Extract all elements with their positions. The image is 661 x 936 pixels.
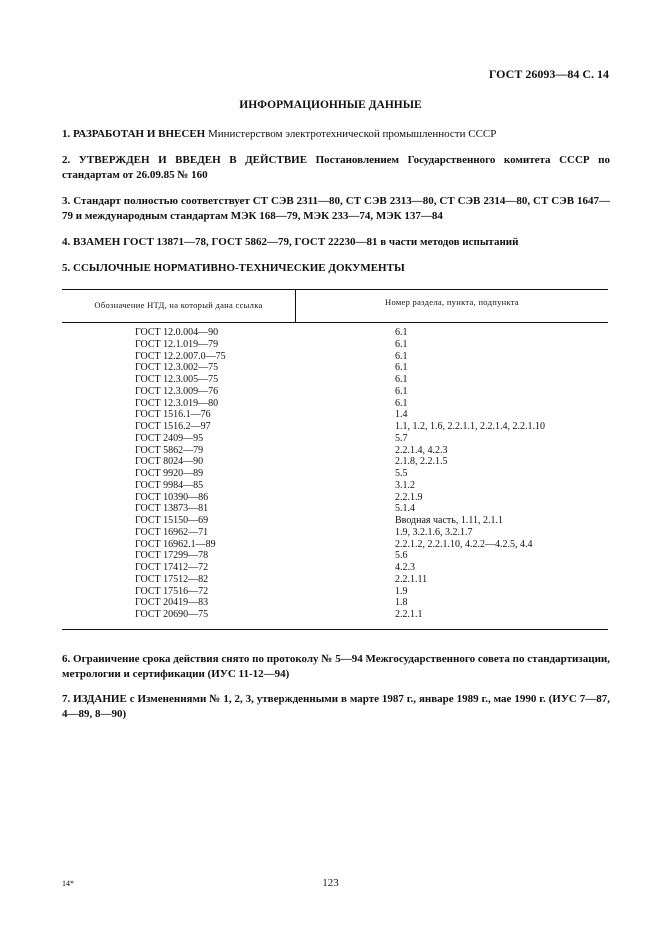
table-cell-reference: 4.2.3 [395, 562, 415, 573]
table-row [62, 527, 608, 539]
table-cell-document: ГОСТ 16962.1—89 [135, 538, 216, 550]
table-cell-reference: 6.1 [395, 397, 408, 409]
item-2 [62, 153, 610, 183]
table-row [62, 539, 608, 551]
table-header [62, 289, 608, 323]
table-cell-reference: 1.8 [395, 597, 408, 609]
table-cell-document: ГОСТ 12.3.019—80 [135, 397, 219, 409]
table-cell-document: ГОСТ 12.2.007.0—75 [135, 350, 226, 362]
page-header-code: ГОСТ 26093—84 С. 14 [488, 67, 609, 81]
table-cell-reference: 1.9, 3.2.1.6, 3.2.1.7 [395, 526, 473, 538]
table-cell-document: ГОСТ 12.1.019—79 [135, 338, 219, 350]
item-7 [62, 692, 610, 722]
table-cell-reference: 5.1.4 [395, 503, 415, 515]
table-cell-reference: 6.1 [395, 338, 408, 350]
table-cell-reference: 6.1 [395, 327, 408, 338]
item-7-lead: 7. ИЗДАНИЕ [62, 693, 127, 705]
table-cell-document: ГОСТ 2409—95 [135, 432, 204, 444]
item-5-text: 5. ССЫЛОЧНЫЕ НОРМАТИВНО-ТЕХНИЧЕСКИЕ ДОКУМЕНТЫ [62, 262, 405, 274]
table-row [62, 386, 608, 398]
table-cell-document: ГОСТ 1516.1—76 [135, 409, 211, 421]
table-cell-reference: 6.1 [395, 374, 408, 385]
page-title: ИНФОРМАЦИОННЫЕ ДАННЫЕ [239, 99, 422, 111]
table-row [62, 503, 608, 515]
footer-mark: 14* [62, 879, 74, 888]
table-bottom-rule [62, 629, 608, 630]
table-row [62, 550, 608, 562]
table-row [62, 597, 608, 609]
table-header-col1: Обозначение НТД, на который дана ссылка [94, 300, 263, 310]
table-cell-document: ГОСТ 17299—78 [135, 550, 209, 562]
page-number: 123 [322, 877, 339, 889]
table-cell-document: ГОСТ 1516.2—97 [135, 421, 211, 432]
table-cell-document: ГОСТ 17412—72 [135, 562, 209, 573]
table-cell-reference: 1.1, 1.2, 1.6, 2.2.1.1, 2.2.1.4, 2.2.1.10 [395, 421, 545, 432]
table-cell-reference: 1.9 [395, 585, 408, 597]
table-cell-reference: Вводная часть, 1.11, 2.1.1 [395, 515, 503, 526]
table-row [62, 374, 608, 386]
table-row [62, 362, 608, 374]
table-row [62, 409, 608, 421]
table-cell-reference: 5.6 [395, 550, 408, 562]
table-cell-reference: 2.1.8, 2.2.1.5 [395, 456, 448, 468]
table-row [62, 609, 608, 621]
table-cell-document: ГОСТ 9984—85 [135, 479, 204, 491]
table-cell-reference: 6.1 [395, 350, 408, 362]
table-cell-reference: 6.1 [395, 362, 408, 374]
table-row [62, 327, 608, 339]
table-cell-reference: 2.2.1.1 [395, 609, 423, 620]
item-2-lead: 2. УТВЕРЖДЕН И ВВЕДЕН В ДЕЙСТВИЕ [62, 154, 308, 166]
table-row [62, 456, 608, 468]
table-cell-reference: 5.7 [395, 432, 408, 444]
table-row [62, 351, 608, 363]
table-row [62, 339, 608, 351]
table-cell-reference: 2.2.1.11 [395, 573, 428, 585]
item-1-text: Министерством электротехнической промышленности СССР [205, 128, 497, 140]
item-4 [62, 235, 610, 250]
table-row [62, 562, 608, 574]
table-cell-document: ГОСТ 17512—82 [135, 573, 209, 585]
item-7-text: с Изменениями № 1, 2, 3, утвержденными в марте 1987 г., январе 1989 г., мае 1990 г. (ИУС 7—87, 4—89, 8—90) [62, 693, 610, 720]
table-cell-reference: 1.4 [395, 409, 408, 421]
table-cell-reference: 2.2.1.2, 2.2.1.10, 4.2.2—4.2.5, 4.4 [395, 538, 533, 550]
references-table [62, 289, 608, 630]
table-cell-document: ГОСТ 15150—69 [135, 515, 209, 526]
item-1-lead: 1. РАЗРАБОТАН И ВНЕСЕН [62, 128, 206, 140]
table-cell-reference: 2.2.1.4, 4.2.3 [395, 444, 448, 456]
table-cell-document: ГОСТ 5862—79 [135, 444, 204, 456]
table-row [62, 480, 608, 492]
item-3-text: 3. Стандарт полностью соответствует СТ СЭВ 2311—80, СТ СЭВ 2313—80, СТ СЭВ 2314—80, СТ СЭВ 1647—79 и международным стандартам МЭК 168—79, МЭК 233—74, МЭК 137—84 [62, 195, 610, 222]
table-cell-reference: 5.5 [395, 468, 408, 479]
table-cell-document: ГОСТ 12.0.004—90 [135, 327, 219, 338]
table-cell-document: ГОСТ 17516—72 [135, 585, 209, 597]
item-6 [62, 652, 610, 682]
item-3 [62, 194, 610, 224]
table-row [62, 398, 608, 410]
table-cell-document: ГОСТ 20419—83 [135, 597, 209, 609]
table-row [62, 492, 608, 504]
table-row [62, 468, 608, 480]
table-cell-document: ГОСТ 12.3.009—76 [135, 385, 219, 397]
table-cell-document: ГОСТ 13873—81 [135, 503, 209, 515]
table-row [62, 445, 608, 457]
table-header-col2: Номер раздела, пункта, подпункта [385, 297, 519, 307]
table-row [62, 421, 608, 433]
item-4-text: 4. ВЗАМЕН ГОСТ 13871—78, ГОСТ 5862—79, ГОСТ 22230—81 в части методов испытаний [62, 236, 519, 248]
table-cell-document: ГОСТ 16962—71 [135, 526, 209, 538]
table-row [62, 586, 608, 598]
table-cell-document: ГОСТ 12.3.002—75 [135, 362, 219, 374]
table-row [62, 515, 608, 527]
table-cell-reference: 3.1.2 [395, 479, 415, 491]
table-cell-document: ГОСТ 9920—89 [135, 468, 204, 479]
table-cell-document: ГОСТ 8024—90 [135, 456, 204, 468]
table-cell-document: ГОСТ 10390—86 [135, 491, 209, 503]
item-5 [62, 261, 610, 276]
table-cell-reference: 2.2.1.9 [395, 491, 423, 503]
table-row [62, 433, 608, 445]
table-cell-document: ГОСТ 12.3.005—75 [135, 374, 219, 385]
item-2-text: Постановлением Государственного комитета СССР по стандартам от 26.09.85 № 160 [62, 154, 611, 181]
table-row [62, 574, 608, 586]
item-1 [62, 127, 610, 142]
item-6-text: 6. Ограничение срока действия снято по протоколу № 5—94 Межгосударственного совета по стандартизации, метрологии и сертификации (ИУС 11-12—94) [62, 653, 610, 680]
table-body [62, 323, 608, 621]
table-cell-document: ГОСТ 20690—75 [135, 609, 209, 620]
table-cell-reference: 6.1 [395, 385, 408, 397]
